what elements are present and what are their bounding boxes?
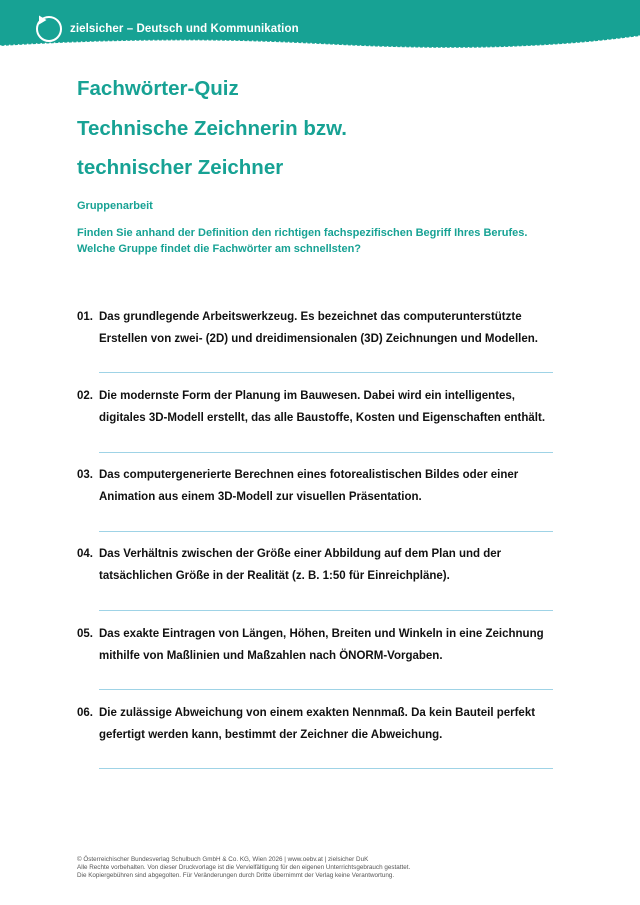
answer-line[interactable]	[99, 689, 553, 690]
footer-fees: Die Kopiergebühren sind abgegolten. Für Veränderungen durch Dritte übernimmt der Verlag keine Verantwortung.	[77, 872, 395, 879]
answer-line[interactable]	[99, 372, 553, 373]
brand-name: zielsicher – Deutsch und Kommunikation	[70, 23, 299, 35]
question-text: Das computergenerierte Berechnen eines fotorealistischen Bildes oder einer	[99, 469, 519, 481]
answer-line[interactable]	[99, 768, 553, 769]
subtitle: Gruppenarbeit	[77, 200, 153, 212]
question-text: Das grundlegende Arbeitswerkzeug. Es bezeichnet das computerunterstützte	[99, 311, 522, 323]
question-text: Die zulässige Abweichung von einem exakten Nennmaß. Da kein Bauteil perfekt	[99, 707, 536, 719]
question-text: tatsächlichen Größe in der Realität (z. B. 1:50 für Einreichpläne).	[99, 570, 450, 582]
question-number: 03.	[77, 469, 93, 481]
question-text: Erstellen von zwei- (2D) und dreidimensionalen (3D) Zeichnungen und Modellen.	[99, 333, 538, 345]
page-title: Fachwörter-Quiz	[77, 77, 239, 100]
question-text: mithilfe von Maßlinien und Maßzahlen nach ÖNORM-Vorgaben.	[99, 650, 443, 662]
footer-copyright: © Österreichischer Bundesverlag Schulbuch GmbH & Co. KG, Wien 2026 | www.oebv.at | zielsicher DuK	[77, 856, 369, 863]
brand	[36, 14, 299, 44]
answer-line[interactable]	[99, 452, 553, 453]
footer-rights: Alle Rechte vorbehalten. Von dieser Druckvorlage ist die Vervielfältigung für den eigenen Unterrichtsgebrauch gestattet.	[77, 864, 411, 871]
play-circle-icon	[36, 16, 62, 42]
footer	[77, 856, 577, 880]
question-text: Die modernste Form der Planung im Bauwesen. Dabei wird ein intelligentes,	[99, 390, 516, 402]
question-text: Das exakte Eintragen von Längen, Höhen, Breiten und Winkeln in eine Zeichnung	[99, 628, 544, 640]
answer-line[interactable]	[99, 531, 553, 532]
question-number: 01.	[77, 311, 93, 323]
answer-line[interactable]	[99, 610, 553, 611]
header-band	[0, 0, 640, 58]
page-title-line-2: Technische Zeichnerin bzw.	[77, 117, 347, 140]
question-text: digitales 3D-Modell erstellt, das alle Baustoffe, Kosten und Eigenschaften enthält.	[99, 412, 546, 424]
instructions-line-2: Welche Gruppe findet die Fachwörter am schnellsten?	[77, 243, 362, 255]
question-text: Das Verhältnis zwischen der Größe einer Abbildung auf dem Plan und der	[99, 548, 502, 560]
instructions-line-1: Finden Sie anhand der Definition den richtigen fachspezifischen Begriff Ihres Berufes.	[77, 227, 528, 239]
question-text: Animation aus einem 3D-Modell zur visuellen Präsentation.	[99, 491, 422, 503]
question-number: 05.	[77, 628, 93, 640]
question-number: 04.	[77, 548, 93, 560]
question-number: 02.	[77, 390, 93, 402]
page-title-line-3: technischer Zeichner	[77, 156, 284, 179]
question-number: 06.	[77, 707, 93, 719]
question-text: gefertigt werden kann, bestimmt der Zeichner die Abweichung.	[99, 729, 443, 741]
